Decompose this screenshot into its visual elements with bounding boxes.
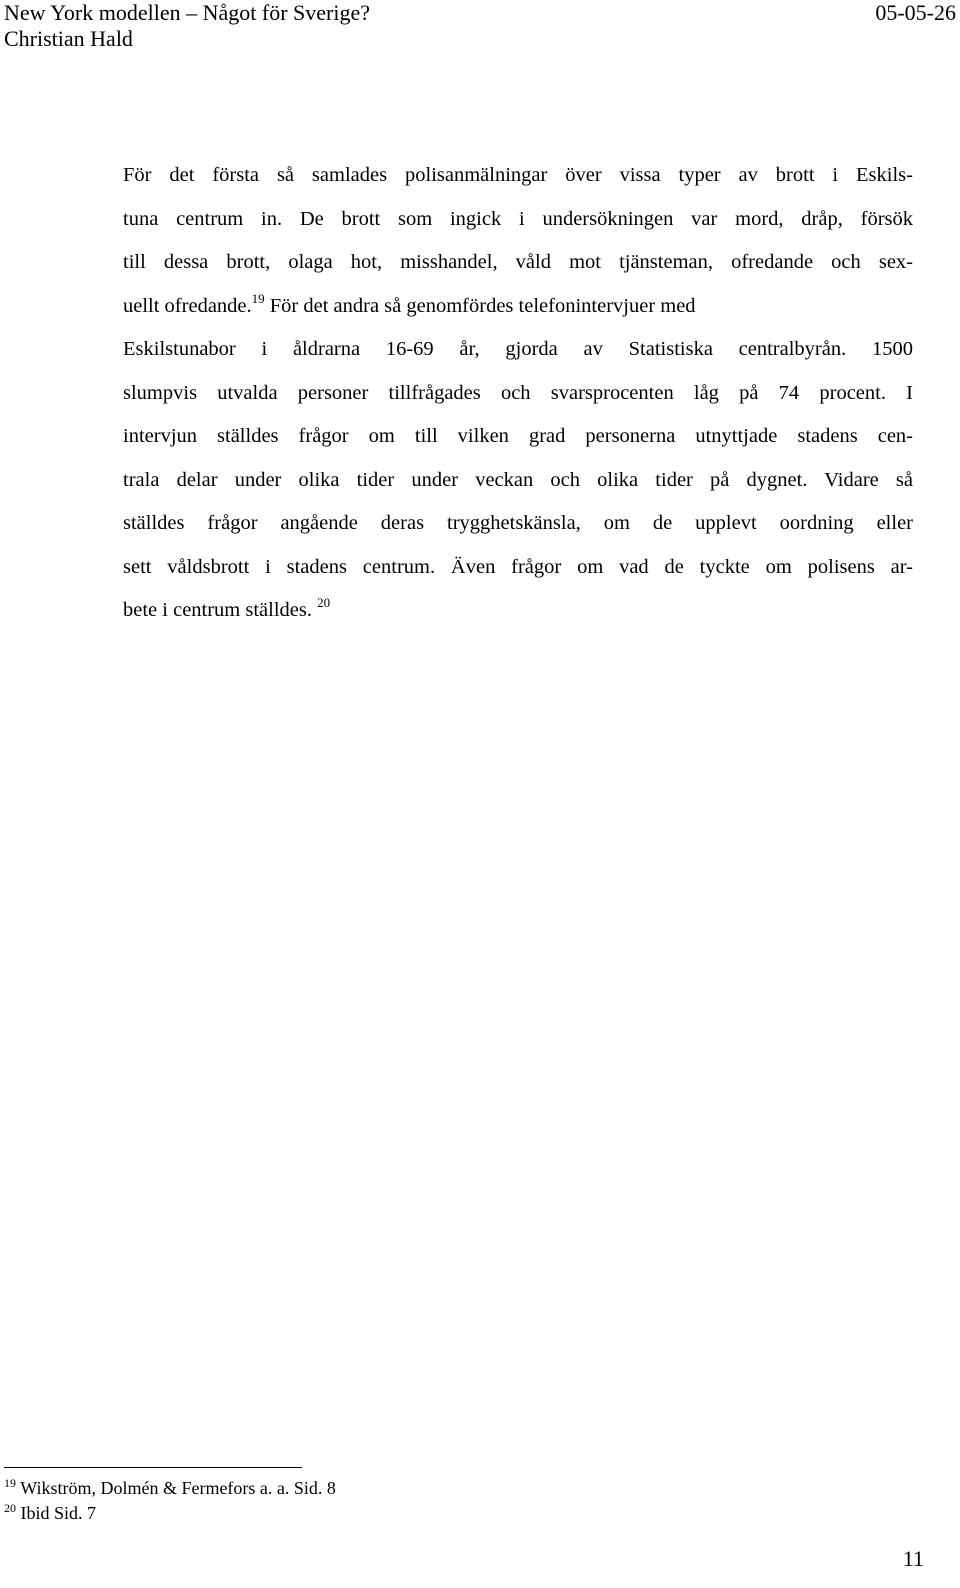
footnote-number: 19 bbox=[4, 1476, 16, 1490]
footnote-ref-20: 20 bbox=[317, 595, 331, 610]
body-line: Eskilstunabor i åldrarna 16-69 år, gjorda av Statistiska centralbyrån. 1500 bbox=[123, 338, 913, 360]
body-line: slumpvis utvalda personer tillfrågades och svarsprocenten låg på 74 procent. I bbox=[123, 381, 913, 404]
footnotes bbox=[4, 1476, 336, 1526]
footnote-20 bbox=[4, 1501, 336, 1526]
body-line: För det första så samlades polisanmälningar över vissa typer av brott i Eskils- bbox=[123, 164, 913, 186]
footnote-text: Ibid Sid. 7 bbox=[20, 1503, 97, 1523]
header-author: Christian Hald bbox=[4, 26, 133, 51]
body-line bbox=[123, 589, 913, 633]
footnote-19 bbox=[4, 1476, 336, 1501]
header-title: New York modellen – Något för Sverige? bbox=[4, 0, 370, 25]
footnote-divider bbox=[4, 1467, 302, 1468]
body-paragraph bbox=[123, 154, 913, 633]
footnote-ref-19: 19 bbox=[251, 290, 265, 306]
footnote-number: 20 bbox=[4, 1501, 16, 1515]
body-line-start: uellt ofredande. bbox=[123, 294, 252, 317]
body-line: intervjun ställdes frågor om till vilken grad personerna utnyttjade stadens cen- bbox=[123, 425, 913, 447]
body-line: sett våldsbrott i stadens centrum. Även frågor om vad de tyckte om polisens ar- bbox=[123, 555, 913, 578]
body-line: till dessa brott, olaga hot, misshandel, våld mot tjänsteman, ofredande och sex- bbox=[123, 251, 913, 273]
body-line-rest: För det andra så genomfördes telefonintervjuer med bbox=[269, 294, 696, 317]
body-line: ställdes frågor angående deras trygghetskänsla, om de upplevt oordning eller bbox=[123, 512, 913, 534]
header-date: 05-05-26 bbox=[875, 0, 956, 25]
body-last-line: bete i centrum ställdes. bbox=[123, 599, 312, 621]
page-number: 11 bbox=[902, 1546, 924, 1571]
body-line bbox=[123, 285, 913, 329]
body-line: trala delar under olika tider under veckan och olika tider på dygnet. Vidare så bbox=[123, 468, 913, 491]
body-line: tuna centrum in. De brott som ingick i undersökningen var mord, dråp, försök bbox=[123, 207, 913, 230]
footnote-text: Wikström, Dolmén & Fermefors a. a. Sid. 8 bbox=[20, 1478, 336, 1498]
